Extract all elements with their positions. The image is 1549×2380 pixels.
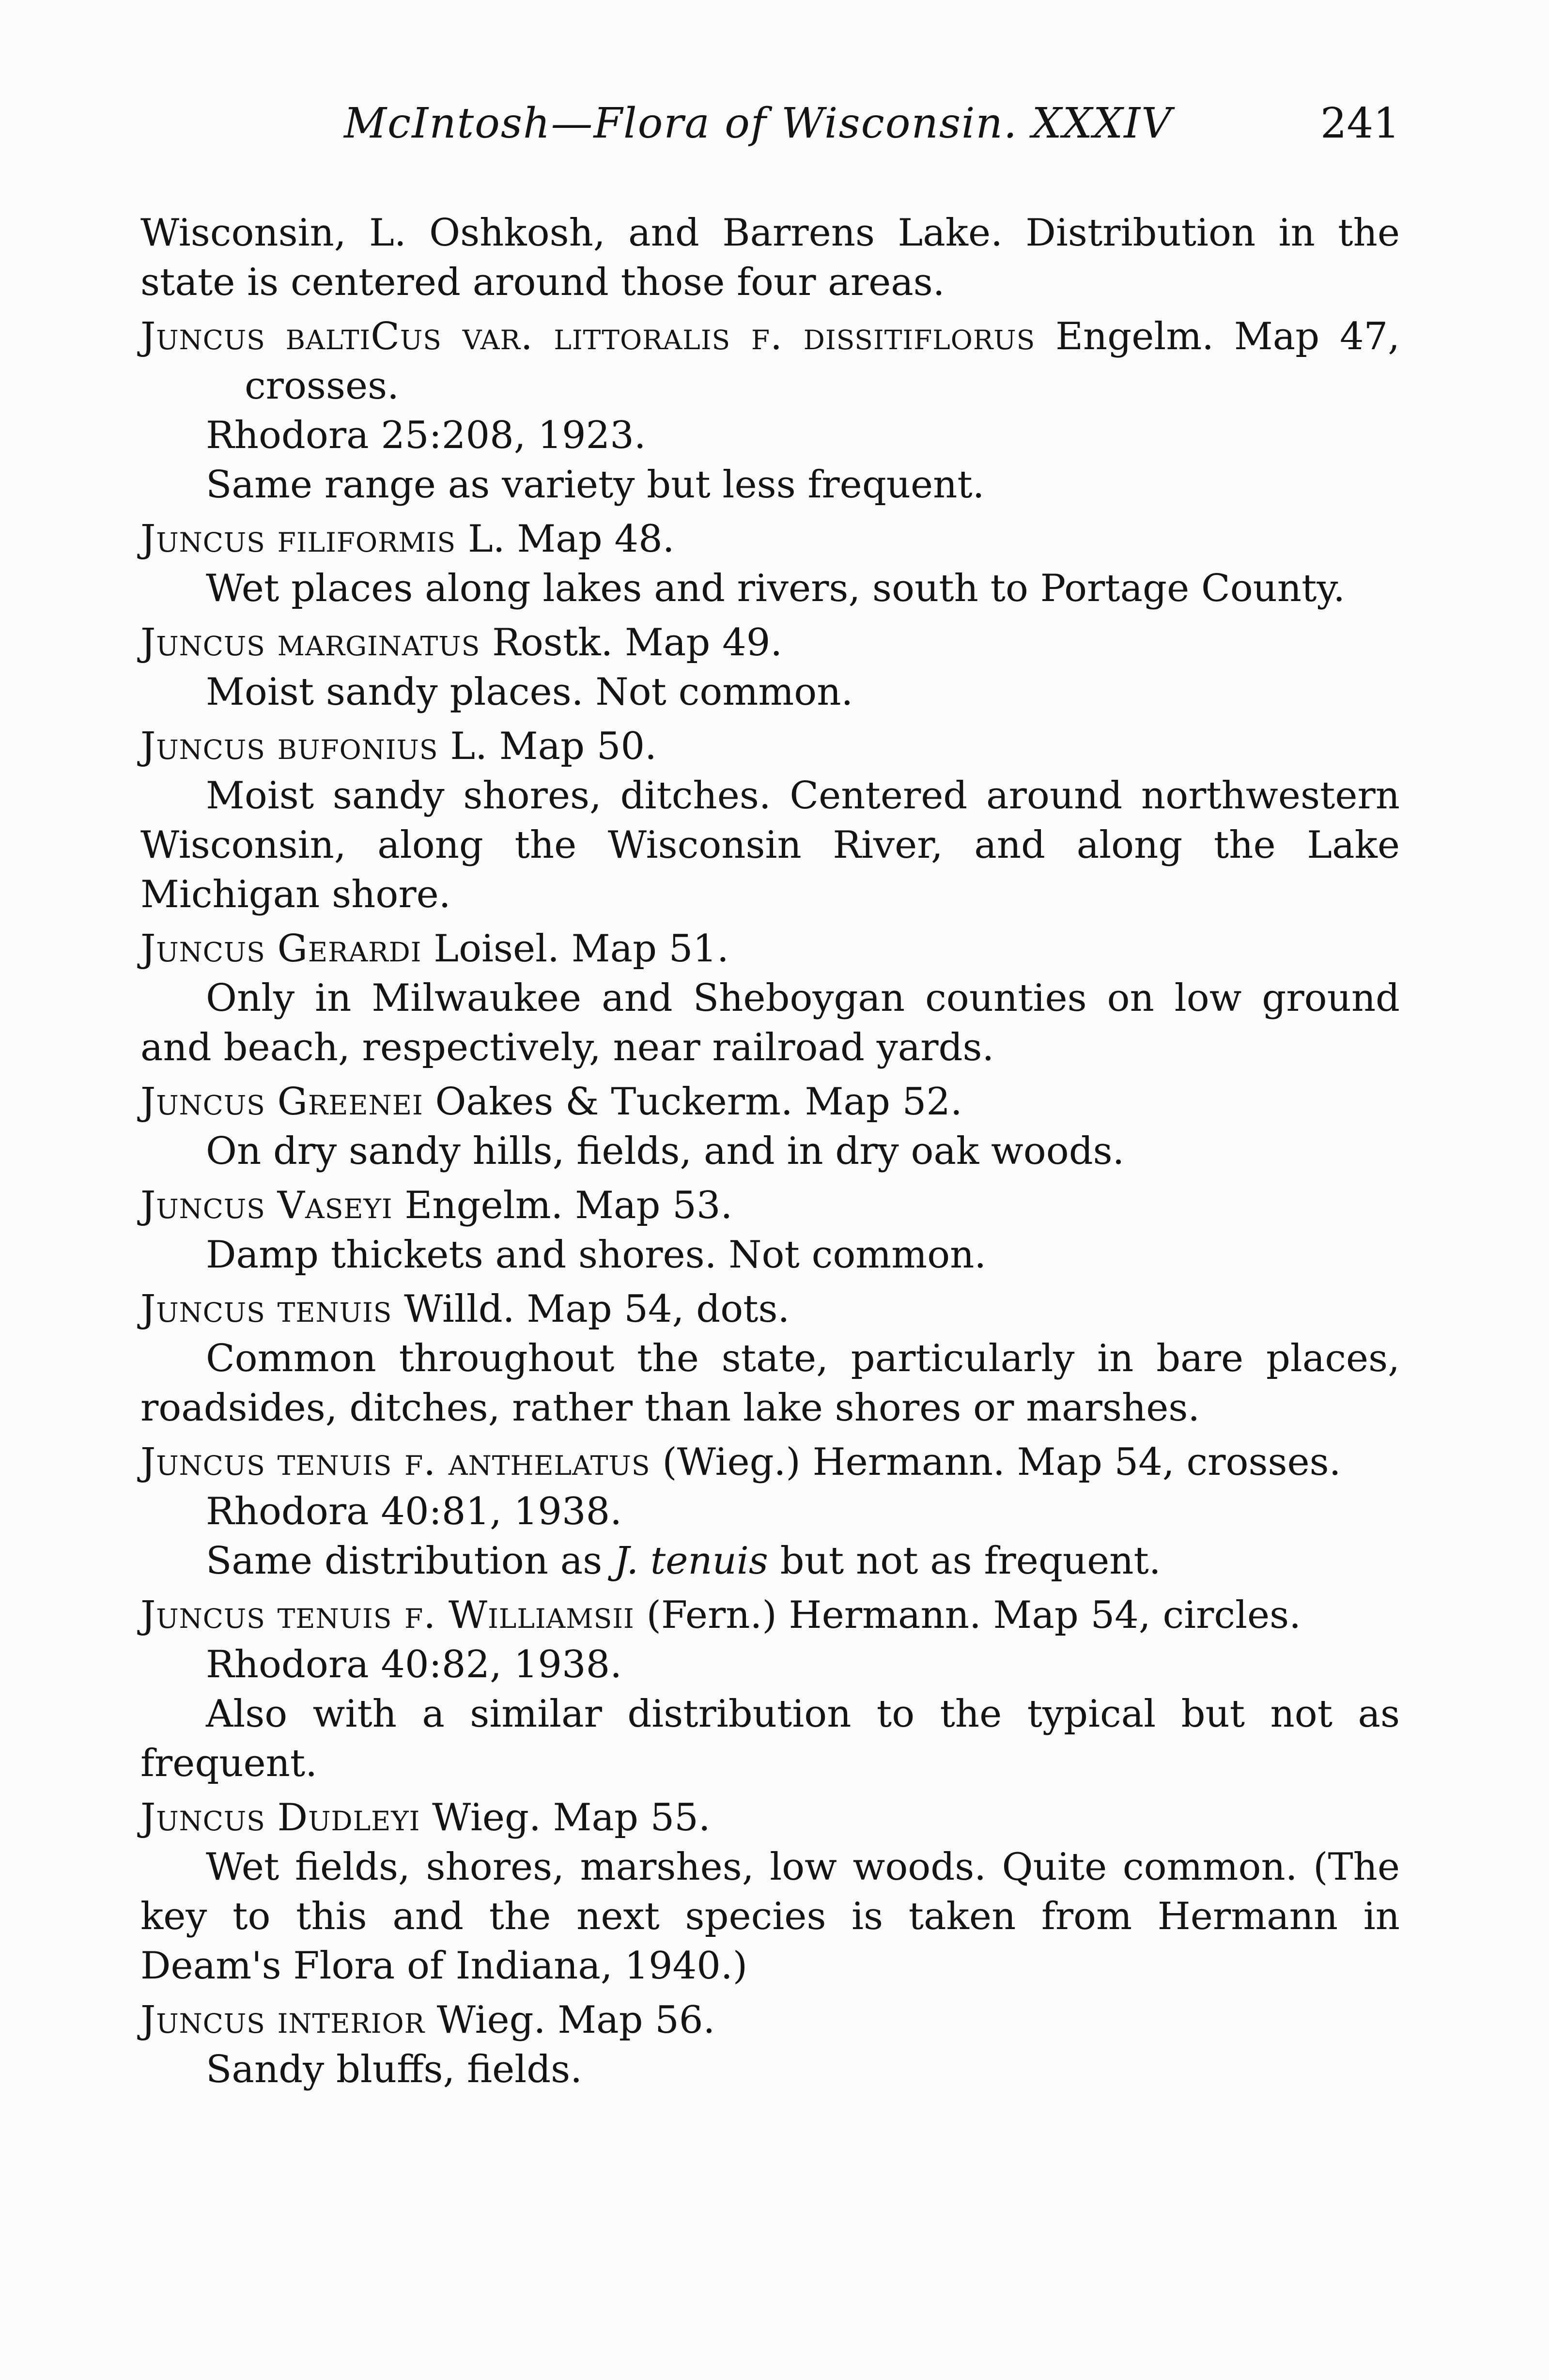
- reference: Rhodora 40:82, 1938.: [206, 1643, 622, 1686]
- species-heading: [140, 924, 1400, 974]
- species-note: Sandy bluffs, fields.: [206, 2048, 582, 2091]
- species-entry: [140, 1437, 1400, 1586]
- species-note: Wet places along lakes and rivers, south to Portage County.: [206, 567, 1345, 610]
- reference: Rhodora 25:208, 1923.: [206, 414, 646, 457]
- species-entry: [140, 1591, 1400, 1788]
- species-heading: [140, 722, 1400, 771]
- species-note: Same range as variety but less frequent.: [206, 463, 985, 507]
- author-map: Loisel. Map 51.: [421, 927, 729, 971]
- author-map: Rostk. Map 49.: [480, 621, 783, 665]
- author-map: Engelm. Map 53.: [392, 1184, 733, 1227]
- species-heading: [140, 514, 1400, 564]
- page-body: [140, 208, 1400, 2094]
- note-italic: J. tenuis: [614, 1539, 768, 1583]
- species-name: Vaseyi: [277, 1184, 393, 1227]
- genus-name: Juncus: [140, 725, 265, 768]
- species-entry: [140, 1793, 1400, 1991]
- species-entry: [140, 312, 1400, 510]
- species-note: Wet fields, shores, marshes, low woods. Quite common. (The key to this and the next species is taken from Hermann in Deam's Flora of Indiana, 1940.): [140, 1845, 1400, 1988]
- species-note: Common throughout the state, particularly in bare places, roadsides, ditches, rather than lake shores or marshes.: [140, 1337, 1400, 1430]
- species-entry: [140, 924, 1400, 1072]
- species-note: Moist sandy places. Not common.: [206, 670, 853, 714]
- genus-name: Juncus: [140, 1998, 265, 2042]
- genus-name: Juncus: [140, 621, 265, 665]
- species-entry: [140, 618, 1400, 717]
- species-heading: [140, 1181, 1400, 1230]
- species-name: tenuis f. Williamsii: [277, 1593, 635, 1637]
- reference: Rhodora 40:81, 1938.: [206, 1490, 622, 1533]
- genus-name: Juncus: [140, 1184, 265, 1227]
- species-heading: [140, 618, 1400, 667]
- genus-name: Juncus: [140, 517, 265, 561]
- species-name: marginatus: [277, 621, 480, 665]
- author-map: Engelm. Map 47, crosses.: [245, 315, 1400, 408]
- genus-name: Juncus: [140, 1287, 265, 1331]
- species-heading: [140, 1077, 1400, 1127]
- species-name: Dudleyi: [277, 1796, 420, 1839]
- species-name: baltiCus var. littoralis f. dissitiflorus: [285, 315, 1036, 358]
- species-entry: [140, 1077, 1400, 1176]
- species-note: Also with a similar distribution to the typical but not as frequent.: [140, 1692, 1400, 1785]
- page-header: [140, 99, 1400, 162]
- species-heading: [140, 312, 1400, 411]
- genus-name: Juncus: [140, 1796, 265, 1839]
- note-text: but not as frequent.: [768, 1539, 1161, 1583]
- species-entry: [140, 1995, 1400, 2094]
- species-heading: [140, 1591, 1400, 1640]
- species-name: Greenei: [277, 1080, 423, 1124]
- genus-name: Juncus: [140, 315, 265, 358]
- species-entry: [140, 1181, 1400, 1280]
- genus-name: Juncus: [140, 1080, 265, 1124]
- species-heading: [140, 1793, 1400, 1842]
- page-number: 241: [1320, 99, 1400, 148]
- genus-name: Juncus: [140, 927, 265, 971]
- author-map: Willd. Map 54, dots.: [392, 1287, 790, 1331]
- species-entry: [140, 1284, 1400, 1433]
- species-note: Only in Milwaukee and Sheboygan counties on low ground and beach, respectively, near railroad yards.: [140, 976, 1400, 1069]
- species-note: Moist sandy shores, ditches. Centered around northwestern Wisconsin, along the Wisconsin River, and along the Lake Michigan shore.: [140, 774, 1400, 916]
- species-heading: [140, 1437, 1400, 1487]
- species-name: bufonius: [277, 725, 438, 768]
- running-head: McIntosh—Flora of Wisconsin. XXXIV: [344, 99, 1173, 148]
- species-heading: [140, 1284, 1400, 1334]
- species-entry: [140, 722, 1400, 919]
- species-heading: [140, 1995, 1400, 2045]
- author-map: (Wieg.) Hermann. Map 54, crosses.: [650, 1440, 1341, 1484]
- author-map: Wieg. Map 55.: [420, 1796, 711, 1839]
- intro-paragraph: Wisconsin, L. Oshkosh, and Barrens Lake. Distribution in the state is centered around those four areas.: [140, 211, 1400, 304]
- species-name: interior: [277, 1998, 425, 2042]
- genus-name: Juncus: [140, 1440, 265, 1484]
- genus-name: Juncus: [140, 1593, 265, 1637]
- author-map: L. Map 48.: [456, 517, 675, 561]
- species-name: tenuis f. anthelatus: [277, 1440, 651, 1484]
- author-map: Oakes & Tuckerm. Map 52.: [423, 1080, 962, 1124]
- author-map: L. Map 50.: [438, 725, 657, 768]
- species-name: tenuis: [277, 1287, 392, 1331]
- species-name: filiformis: [277, 517, 456, 561]
- species-note: Damp thickets and shores. Not common.: [206, 1233, 987, 1277]
- author-map: Wieg. Map 56.: [424, 1998, 715, 2042]
- species-note: [140, 1536, 1400, 1586]
- species-note: On dry sandy hills, fields, and in dry oak woods.: [206, 1129, 1125, 1173]
- note-text: Same distribution as: [206, 1539, 615, 1583]
- author-map: (Fern.) Hermann. Map 54, circles.: [634, 1593, 1301, 1637]
- species-name: Gerardi: [277, 927, 422, 971]
- species-entry: [140, 514, 1400, 613]
